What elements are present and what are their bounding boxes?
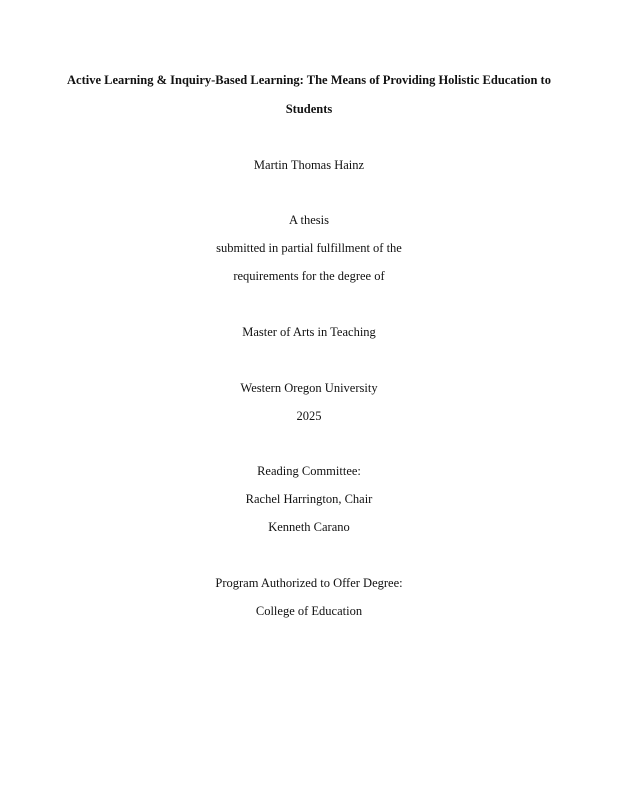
degree-name: Master of Arts in Teaching (242, 325, 376, 339)
institution-year: 2025 (296, 409, 322, 423)
thesis-statement-line-2: submitted in partial fulfillment of the (216, 241, 402, 255)
author-name: Martin Thomas Hainz (253, 158, 365, 172)
thesis-title-line-2: Students (285, 102, 333, 116)
thesis-title-line-1: Active Learning & Inquiry-Based Learning: The Means of Providing Holistic Education to (67, 73, 551, 87)
thesis-statement-line-3: requirements for the degree of (233, 269, 385, 283)
program-name: College of Education (255, 604, 363, 618)
program-heading: Program Authorized to Offer Degree: (215, 576, 403, 590)
committee-heading: Reading Committee: (257, 464, 361, 478)
thesis-statement-line-1: A thesis (289, 213, 329, 227)
institution-name: Western Oregon University (240, 381, 378, 395)
committee-member: Kenneth Carano (268, 520, 350, 534)
committee-member-chair: Rachel Harrington, Chair (245, 492, 373, 506)
